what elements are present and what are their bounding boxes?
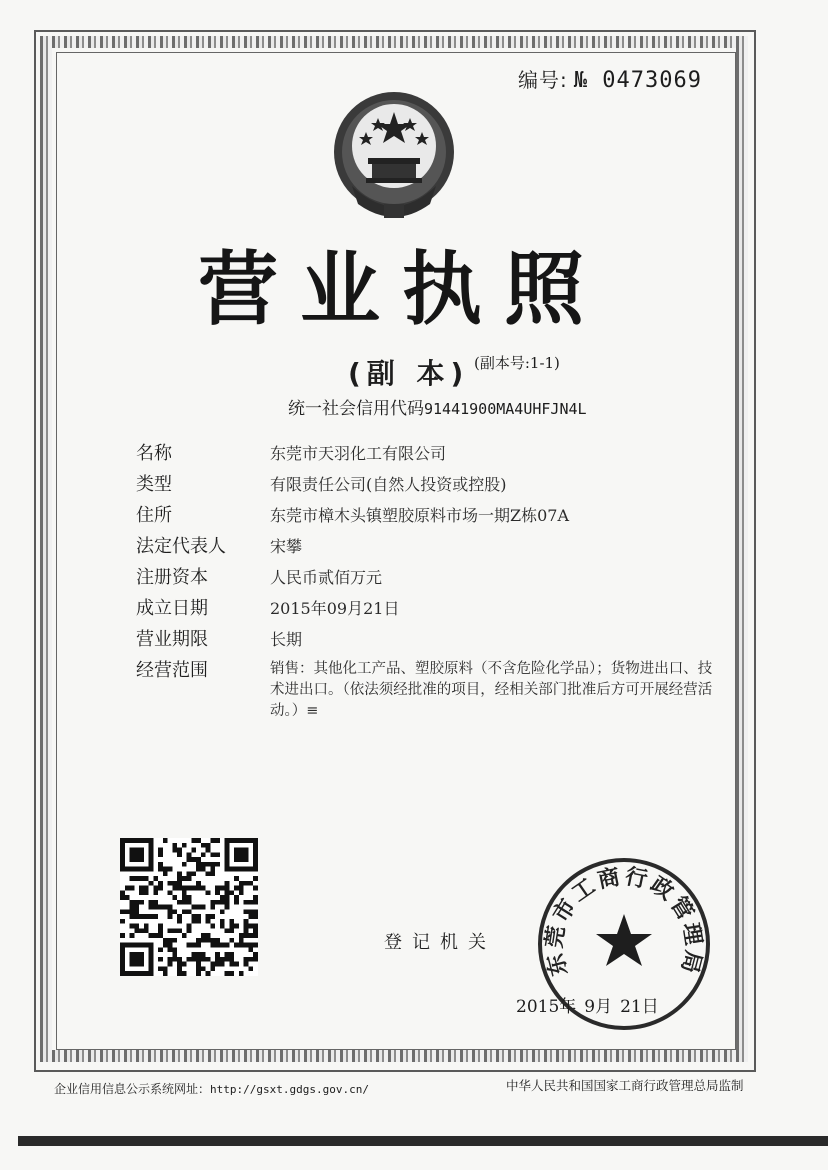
qr-code-icon[interactable]	[120, 838, 258, 976]
field-row-type	[136, 473, 726, 497]
scan-edge-bar	[18, 1136, 828, 1146]
credit-code-label: 统一社会信用代码	[288, 399, 424, 419]
license-fields	[136, 442, 726, 729]
field-value-address: 东莞市樟木头镇塑胶原料市场一期Z栋07A	[270, 506, 570, 525]
issue-date	[516, 992, 667, 1017]
svg-text:东莞市工商行政管理局: 东莞市工商行政管理局	[542, 864, 706, 979]
footer-website-link[interactable]: http://gsxt.gdgs.gov.cn/	[210, 1083, 369, 1096]
serial-value: № 0473069	[573, 68, 702, 93]
registration-authority-label: 登记机关	[384, 932, 496, 953]
field-row-established	[136, 597, 726, 621]
footer-supervisor: 中华人民共和国国家工商行政管理总局监制	[506, 1078, 744, 1093]
field-key-address: 住所	[136, 505, 172, 526]
field-row-legal-rep	[136, 535, 726, 559]
footer-website-label: 企业信用信息公示系统网址：	[54, 1082, 211, 1096]
field-key-established: 成立日期	[136, 598, 208, 619]
serial-label: 编号:	[518, 68, 568, 92]
field-row-address	[136, 504, 726, 528]
copy-label: (副 本)	[348, 357, 470, 390]
field-key-legal-rep: 法定代表人	[136, 536, 226, 557]
field-value-established: 2015年09月21日	[270, 599, 400, 618]
field-key-capital: 注册资本	[136, 567, 208, 588]
document-title: 营业执照	[198, 243, 606, 336]
field-key-name: 名称	[136, 443, 172, 464]
copy-number: (副本号:1-1)	[474, 354, 560, 372]
field-key-type: 类型	[136, 474, 172, 495]
national-emblem-icon	[322, 86, 466, 230]
issue-month: 9月	[584, 997, 613, 1017]
issue-day: 21日	[620, 997, 659, 1017]
serial-number	[518, 64, 702, 93]
field-key-scope: 经营范围	[136, 660, 208, 681]
field-value-legal-rep: 宋攀	[270, 537, 303, 556]
field-value-capital: 人民币贰佰万元	[270, 568, 383, 587]
field-row-name	[136, 442, 726, 466]
field-key-term: 营业期限	[136, 629, 208, 650]
field-value-name: 东莞市天羽化工有限公司	[270, 444, 447, 463]
credit-code	[288, 394, 587, 419]
field-value-scope: 销售：其他化工产品、塑胶原料（不含危险化学品）；货物进出口、技术进出口。（依法须经批准的项目，经相关部门批准后方可开展经营活动。）≡	[270, 661, 713, 719]
credit-code-value: 91441900MA4UHFJN4L	[424, 400, 587, 418]
footer-website	[54, 1080, 369, 1097]
field-row-scope	[136, 659, 726, 722]
issue-year: 2015年	[516, 997, 577, 1017]
field-row-capital	[136, 566, 726, 590]
field-value-type: 有限责任公司(自然人投资或控股)	[270, 475, 507, 494]
field-row-term	[136, 628, 726, 652]
field-value-term: 长期	[270, 630, 303, 649]
